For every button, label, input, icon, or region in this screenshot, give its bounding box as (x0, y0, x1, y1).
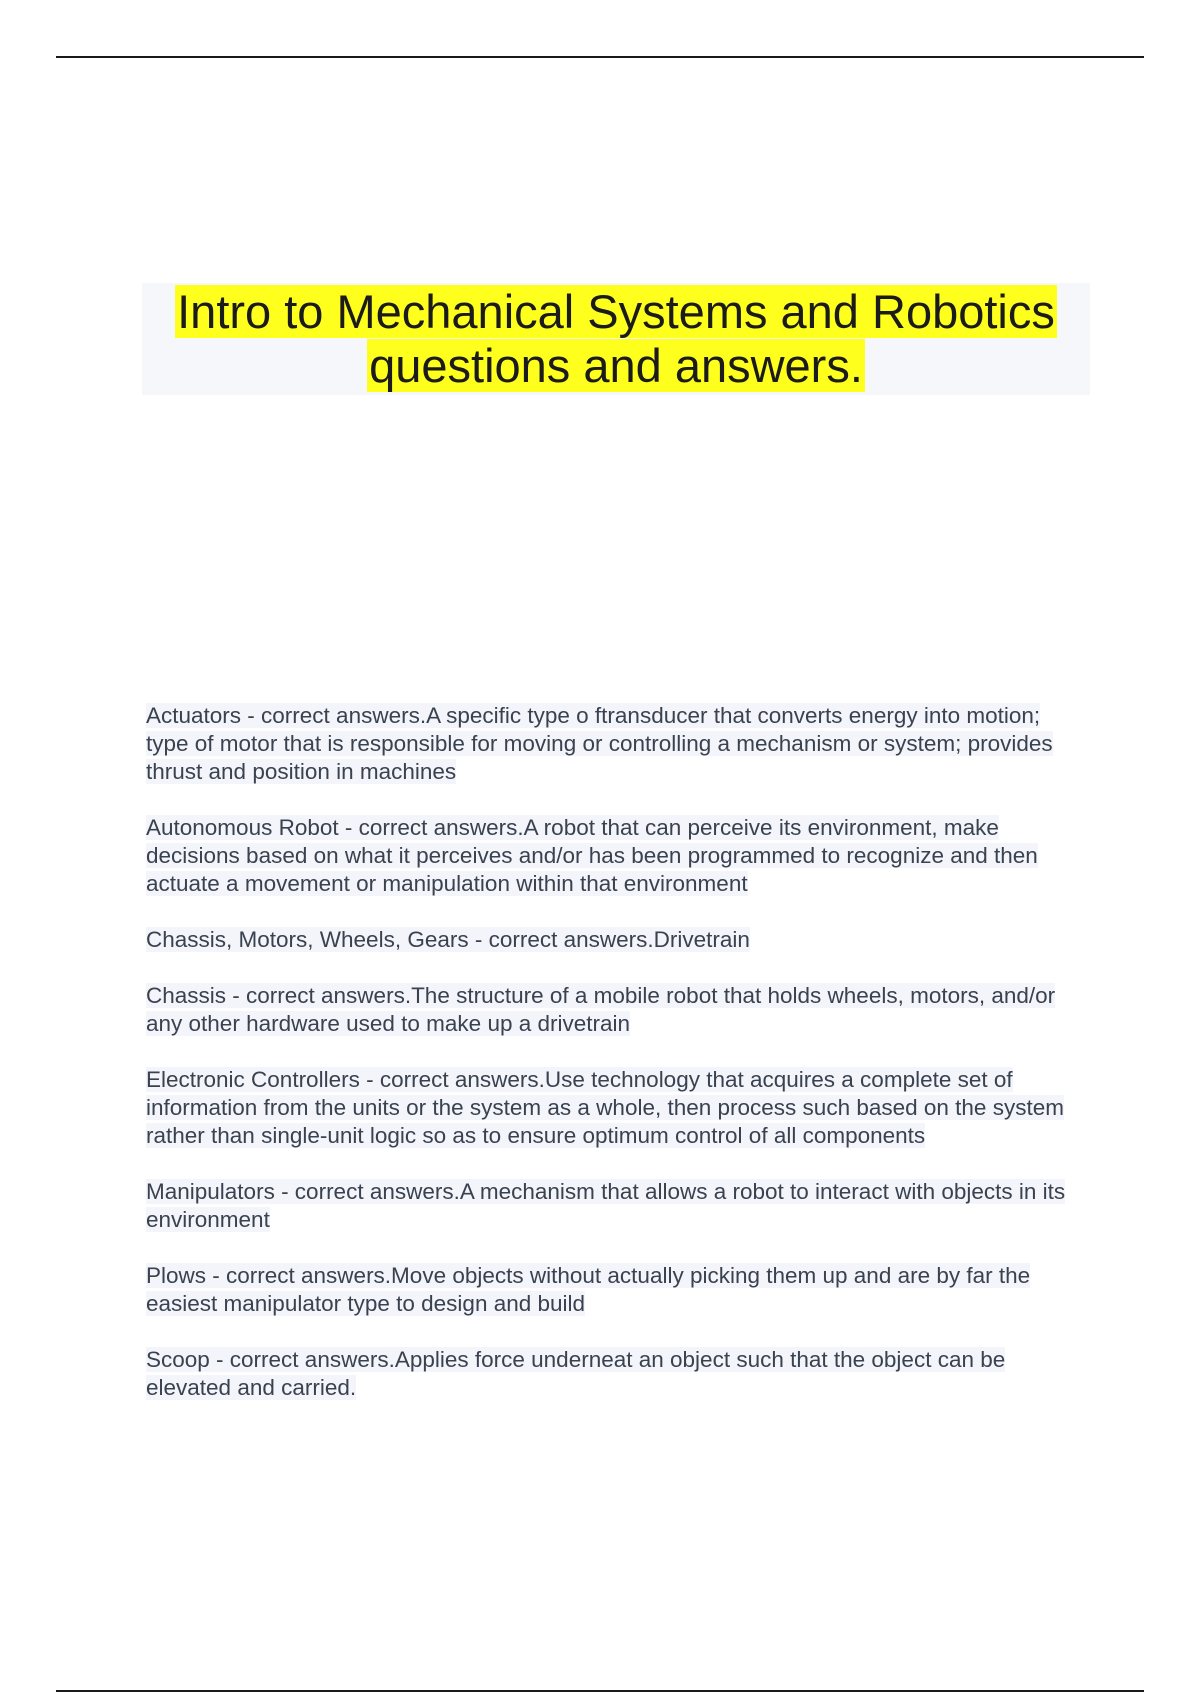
qa-entry-plows: Plows - correct answers.Move objects without actually picking them up and are by far the easiest manipulator type to design and build (146, 1263, 1031, 1316)
qa-entry-drivetrain: Chassis, Motors, Wheels, Gears - correct answers.Drivetrain (146, 927, 750, 952)
qa-entry-chassis: Chassis - correct answers.The structure of a mobile robot that holds wheels, motors, and/or any other hardware used to make up a drivetrain (146, 983, 1056, 1036)
title-line-2: questions and answers. (369, 339, 863, 392)
qa-entry-scoop: Scoop - correct answers.Applies force underneat an object such that the object can be elevated and carried. (146, 1347, 1006, 1400)
qa-entry-autonomous-robot: Autonomous Robot - correct answers.A robot that can perceive its environment, make decisions based on what it perceives and/or has been programmed to recognize and then actuate a movement or manipulation within that environment (146, 815, 1038, 896)
qa-entry-electronic-controllers: Electronic Controllers - correct answers.Use technology that acquires a complete set of information from the units or the system as a whole, then process such based on the system rather than single-unit logic so as to ensure optimum control of all components (146, 1067, 1064, 1148)
qa-entry-manipulators: Manipulators - correct answers.A mechanism that allows a robot to interact with objects in its environment (146, 1179, 1066, 1232)
bottom-divider (56, 1690, 1144, 1692)
document-title (142, 283, 1090, 395)
top-divider (56, 56, 1144, 58)
qa-entry-actuators: Actuators - correct answers.A specific type o ftransducer that converts energy into motion; type of motor that is responsible for moving or controlling a mechanism or system; provides thrust and position in machines (146, 703, 1053, 784)
qa-list (146, 702, 1081, 1430)
title-line-1: Intro to Mechanical Systems and Robotics (177, 285, 1055, 338)
